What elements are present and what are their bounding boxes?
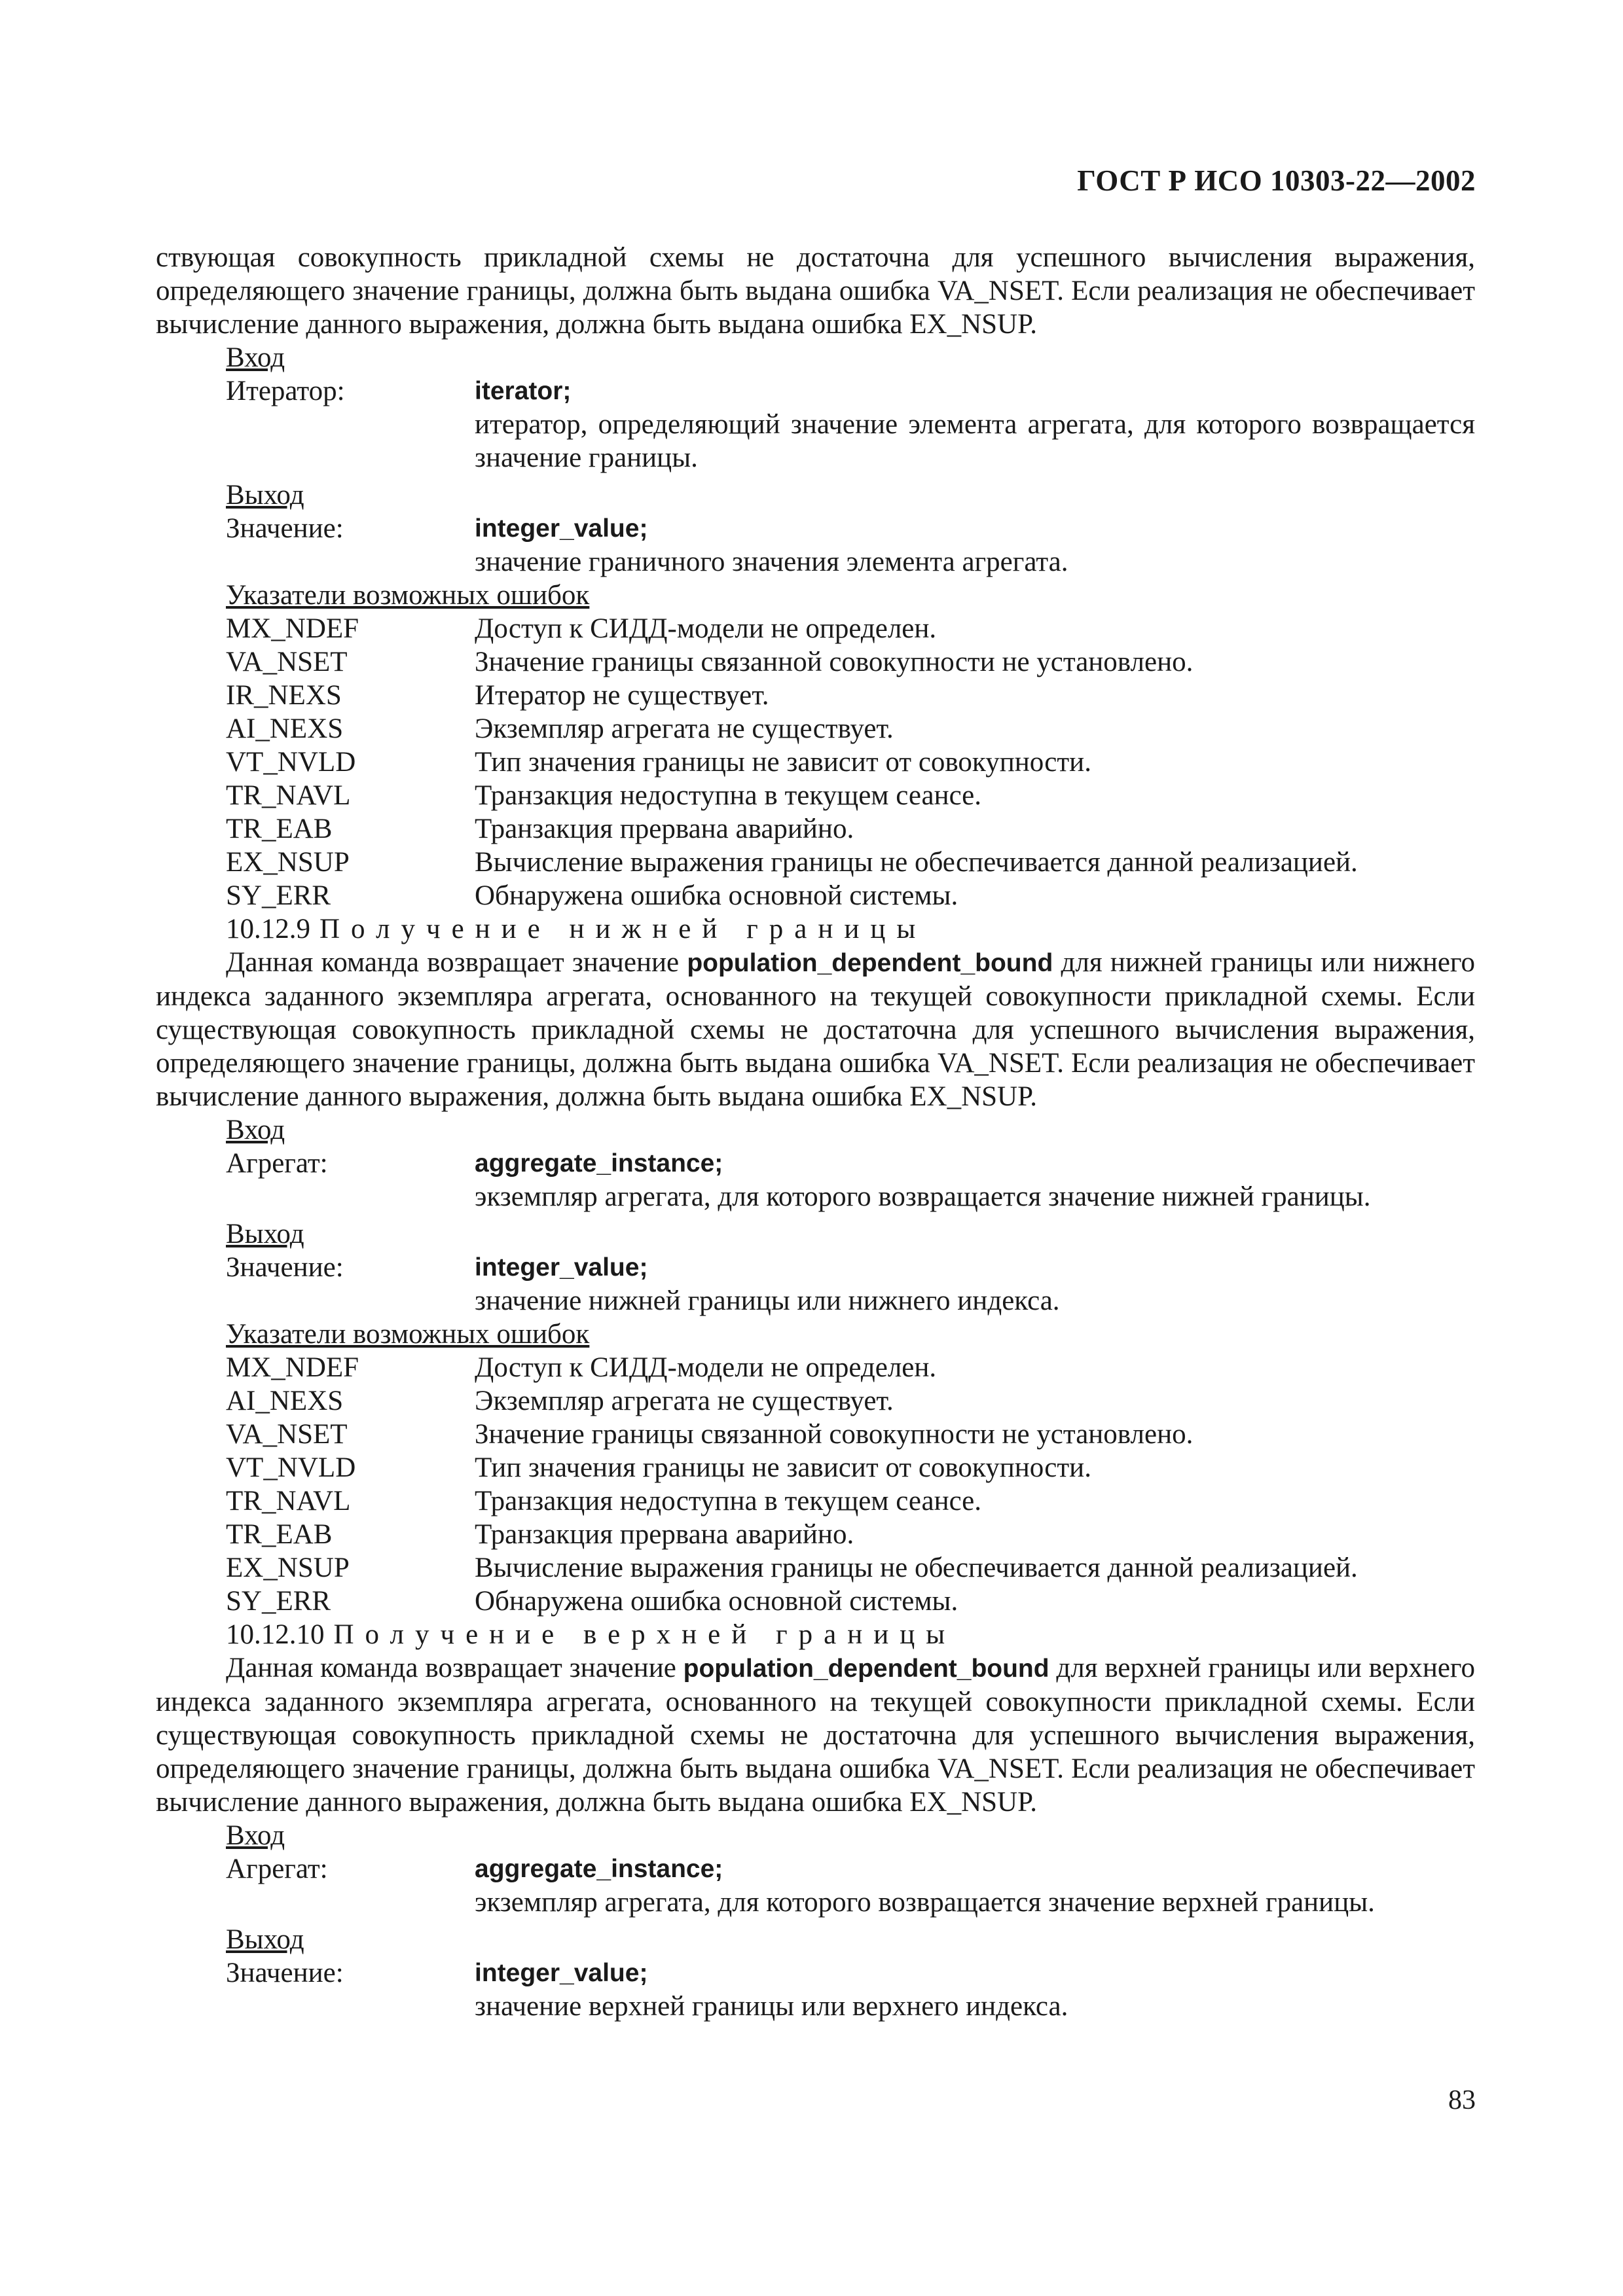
input-key: Агрегат: [226, 1148, 328, 1179]
intro-paragraph: ствующая совокупность прикладной схемы не достаточна для успешного вычисления выражения, определяющего значение границы, должна быть выдана ошибка VA_NSET. Если реализация не обеспечивает вычисление данного выражения, должна быть выдана ошибка EX_NSUP. [156, 242, 1475, 340]
error-row [226, 612, 1475, 645]
section-title: Получение нижней границы [319, 914, 927, 944]
error-text: Вычисление выражения границы не обеспечивается данной реализацией. [475, 847, 1358, 878]
output-type: integer_value; [475, 1253, 648, 1282]
error-text: Обнаружена ошибка основной системы. [475, 1586, 958, 1617]
document-header: ГОСТ Р ИСО 10303-22—2002 [1077, 164, 1476, 197]
error-code: EX_NSUP [226, 1552, 350, 1583]
error-text: Экземпляр агрегата не существует. [475, 713, 894, 744]
error-text: Доступ к СИДД-модели не определен. [475, 1352, 937, 1383]
output-key: Значение: [226, 1252, 344, 1283]
error-row [226, 679, 1475, 712]
error-text: Доступ к СИДД-модели не определен. [475, 613, 937, 644]
error-code: AI_NEXS [226, 713, 344, 744]
input-heading: Вход [226, 342, 285, 373]
error-row [226, 779, 1475, 812]
error-row [226, 645, 1475, 679]
page-content [156, 241, 1475, 2023]
error-code: SY_ERR [226, 1586, 331, 1617]
output-heading: Выход [226, 1924, 304, 1955]
section-heading [226, 912, 1475, 946]
input-heading: Вход [226, 1820, 285, 1851]
input-definition [226, 1147, 1475, 1180]
function-name: population_dependent_bound [687, 949, 1053, 977]
error-text: Вычисление выражения границы не обеспечивается данной реализацией. [475, 1552, 1358, 1583]
output-type: integer_value; [475, 1959, 648, 1987]
input-type: aggregate_instance; [475, 1855, 723, 1883]
output-description: значение верхней границы или верхнего индекса. [475, 1991, 1068, 2022]
input-description: экземпляр агрегата, для которого возвращается значение нижней границы. [475, 1181, 1371, 1212]
error-text: Транзакция недоступна в текущем сеансе. [475, 780, 982, 811]
error-code: AI_NEXS [226, 1386, 344, 1416]
error-row [226, 1418, 1475, 1451]
output-description: значение граничного значения элемента агрегата. [475, 547, 1068, 577]
section-number: 10.12.9 [226, 914, 310, 944]
error-list [156, 612, 1475, 912]
error-text: Экземпляр агрегата не существует. [475, 1386, 894, 1416]
function-name: population_dependent_bound [683, 1655, 1049, 1683]
error-code: SY_ERR [226, 880, 331, 911]
error-text: Транзакция недоступна в текущем сеансе. [475, 1486, 982, 1516]
error-code: IR_NEXS [226, 680, 342, 711]
section-paragraph: Данная команда возвращает значение population_dependent_bound для верхней границы или верхнего индекса заданного экземпляра агрегата, основанного на текущей совокупности прикладной схемы. Если существующая совокупность прикладной схемы не достаточна для успешного вычисления выражения, определяющего значение границы, должна быть выдана ошибка VA_NSET. Если реализация не обеспечивает вычисление данного выражения, должна быть выдана ошибка EX_NSUP. [156, 1653, 1475, 1818]
output-description: значение нижней границы или нижнего индекса. [475, 1285, 1060, 1316]
error-row [226, 745, 1475, 779]
error-row [226, 1518, 1475, 1551]
section-heading [226, 1618, 1475, 1651]
error-row [226, 1585, 1475, 1618]
error-row [226, 712, 1475, 745]
error-list [156, 1351, 1475, 1618]
error-text: Итератор не существует. [475, 680, 769, 711]
error-row [226, 879, 1475, 912]
input-description: итератор, определяющий значение элемента агрегата, для которого возвращается значение границы. [475, 409, 1475, 473]
input-type: aggregate_instance; [475, 1149, 723, 1177]
errors-heading: Указатели возможных ошибок [226, 1319, 590, 1350]
error-row [226, 846, 1475, 879]
input-description: экземпляр агрегата, для которого возвращается значение верхней границы. [475, 1887, 1375, 1918]
input-key: Агрегат: [226, 1854, 328, 1884]
errors-heading: Указатели возможных ошибок [226, 580, 590, 611]
error-code: VT_NVLD [226, 747, 356, 778]
output-definition [226, 1251, 1475, 1284]
error-text: Транзакция прервана аварийно. [475, 1519, 854, 1550]
error-text: Тип значения границы не зависит от совокупности. [475, 747, 1091, 778]
output-heading: Выход [226, 1219, 304, 1249]
page-number: 83 [1448, 2085, 1476, 2115]
error-row [226, 812, 1475, 846]
input-type: iterator; [475, 377, 572, 405]
error-code: MX_NDEF [226, 613, 359, 644]
input-heading: Вход [226, 1115, 285, 1145]
output-heading: Выход [226, 480, 304, 511]
output-definition [226, 1956, 1475, 1990]
error-row [226, 1484, 1475, 1518]
error-code: VA_NSET [226, 647, 348, 677]
error-code: VA_NSET [226, 1419, 348, 1450]
error-row [226, 1551, 1475, 1585]
error-text: Значение границы связанной совокупности не установлено. [475, 1419, 1194, 1450]
error-code: VT_NVLD [226, 1452, 356, 1483]
section-title: Получение верхней границы [333, 1619, 957, 1650]
error-code: MX_NDEF [226, 1352, 359, 1383]
error-code: TR_EAB [226, 814, 333, 844]
error-code: EX_NSUP [226, 847, 350, 878]
error-row [226, 1351, 1475, 1384]
error-row [226, 1384, 1475, 1418]
error-row [226, 1451, 1475, 1484]
input-definition [226, 374, 1475, 408]
error-text: Тип значения границы не зависит от совокупности. [475, 1452, 1091, 1483]
input-key: Итератор: [226, 376, 345, 406]
input-definition [226, 1852, 1475, 1886]
section-number: 10.12.10 [226, 1619, 325, 1650]
section-paragraph: Данная команда возвращает значение population_dependent_bound для нижней границы или нижнего индекса заданного экземпляра агрегата, основанного на текущей совокупности прикладной схемы. Если существующая совокупность прикладной схемы не достаточна для успешного вычисления выражения, определяющего значение границы, должна быть выдана ошибка VA_NSET. Если реализация не обеспечивает вычисление данного выражения, должна быть выдана ошибка EX_NSUP. [156, 947, 1475, 1112]
output-definition [226, 512, 1475, 545]
output-key: Значение: [226, 1958, 344, 1988]
output-type: integer_value; [475, 514, 648, 543]
error-text: Значение границы связанной совокупности не установлено. [475, 647, 1194, 677]
error-code: TR_NAVL [226, 1486, 351, 1516]
error-code: TR_EAB [226, 1519, 333, 1550]
error-text: Обнаружена ошибка основной системы. [475, 880, 958, 911]
output-key: Значение: [226, 513, 344, 544]
error-text: Транзакция прервана аварийно. [475, 814, 854, 844]
error-code: TR_NAVL [226, 780, 351, 811]
